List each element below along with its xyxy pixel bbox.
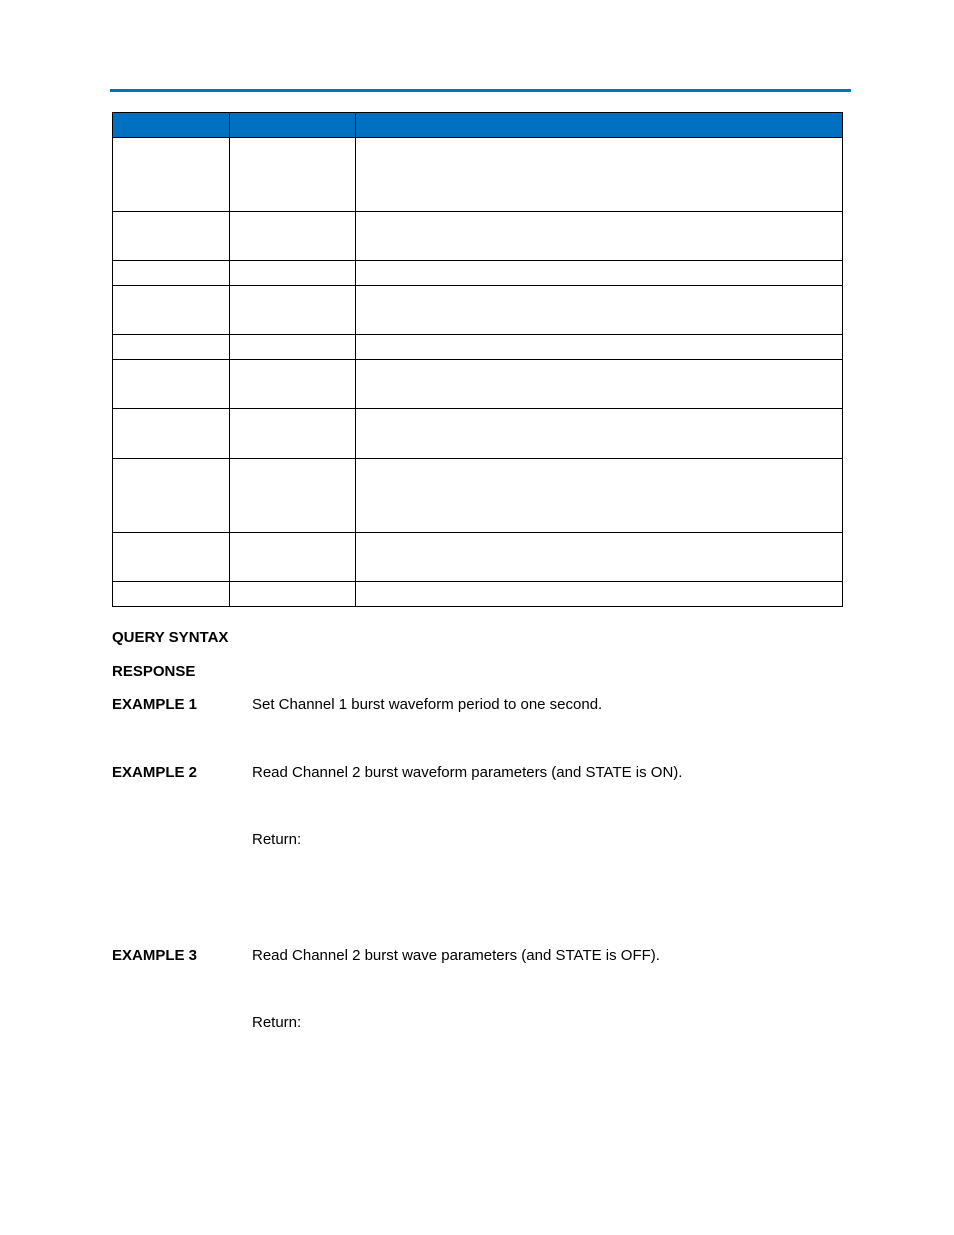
table-row xyxy=(113,335,843,360)
table-cell xyxy=(113,212,230,261)
table-row xyxy=(113,459,843,533)
header-rule xyxy=(110,89,851,92)
example-2-description: Read Channel 2 burst waveform parameters (and STATE is ON). xyxy=(252,764,683,781)
table-cell xyxy=(230,409,356,459)
example-2-return-label: Return: xyxy=(252,831,302,848)
table-cell xyxy=(356,409,843,459)
table-row xyxy=(113,582,843,607)
table-cell xyxy=(230,360,356,409)
table-cell xyxy=(356,582,843,607)
table-cell xyxy=(113,138,230,212)
table-row xyxy=(113,533,843,582)
table-cell xyxy=(230,138,356,212)
parameter-table xyxy=(112,112,843,607)
table-cell xyxy=(230,212,356,261)
table-cell xyxy=(230,459,356,533)
table-row xyxy=(113,212,843,261)
table-cell xyxy=(356,360,843,409)
table-row xyxy=(113,261,843,286)
table-cell xyxy=(113,286,230,335)
table-cell xyxy=(113,582,230,607)
example-3-return-label: Return: xyxy=(252,1014,302,1031)
table-cell xyxy=(356,459,843,533)
response-heading: RESPONSE xyxy=(112,663,196,680)
table-cell xyxy=(113,409,230,459)
table-cell xyxy=(113,261,230,286)
table-cell xyxy=(356,286,843,335)
example-2-heading: EXAMPLE 2 xyxy=(112,764,198,781)
example-1-description: Set Channel 1 burst waveform period to one second. xyxy=(252,696,603,713)
table-cell xyxy=(356,533,843,582)
example-1-heading: EXAMPLE 1 xyxy=(112,696,198,713)
table-cell xyxy=(356,261,843,286)
table-row xyxy=(113,409,843,459)
table-cell xyxy=(230,286,356,335)
table-cell xyxy=(230,335,356,360)
example-3-heading: EXAMPLE 3 xyxy=(112,947,198,964)
table-cell xyxy=(230,582,356,607)
table-row xyxy=(113,360,843,409)
table-header-cell xyxy=(113,113,230,138)
table-cell xyxy=(356,138,843,212)
query-syntax-heading: QUERY SYNTAX xyxy=(112,629,229,646)
table-cell xyxy=(356,212,843,261)
table-cell xyxy=(113,533,230,582)
table-cell xyxy=(230,533,356,582)
table-header-row xyxy=(113,113,843,138)
table-cell xyxy=(230,261,356,286)
table-cell xyxy=(113,459,230,533)
table-row xyxy=(113,286,843,335)
table-cell xyxy=(113,360,230,409)
table-cell xyxy=(356,335,843,360)
example-3-description: Read Channel 2 burst wave parameters (and STATE is OFF). xyxy=(252,947,660,964)
table-row xyxy=(113,138,843,212)
table-header-cell xyxy=(356,113,843,138)
table-header-cell xyxy=(230,113,356,138)
table-cell xyxy=(113,335,230,360)
